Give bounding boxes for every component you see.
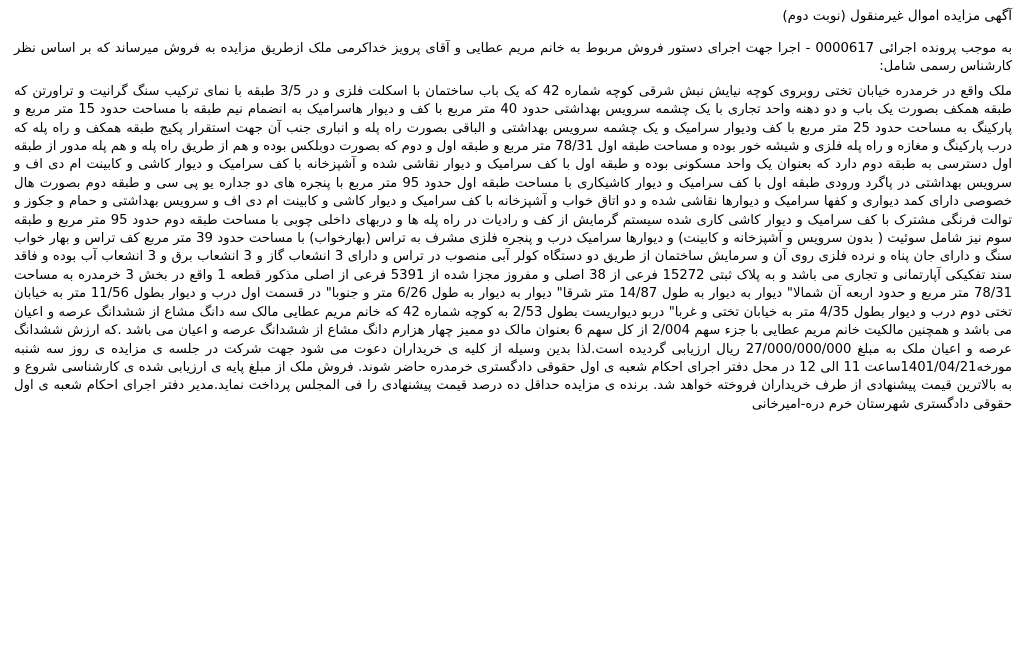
notice-body-paragraph: ملک واقع در خرمدره خیابان تختی روبروی کوچه نیایش نبش شرقی کوچه شماره 42 که یک باب ساختمان با اسکلت فلزی و در 3/5 طبقه با نمای ترکیب سنگ گرانیت و تراورتن که طبقه همکف بصورت یک باب و دو دهنه واحد تجاری با یک چشمه سرویس بهداشتی حدود 40 متر مربع با کف و دیوار هاسرامیک به انضمام نیم طبقه با مساحت حدود 15 متر مربع و پارکینگ به مساحت حدود 25 متر مربع با کف ودیوار سرامیک و یک چشمه سرویس بهداشتی و الباقی بصورت راه پله و انباری جنب آن جهت استقرار پکیج طبقه همکف و راه پله که درب پارکینگ و مغازه و راه پله فلزی و شیشه خور بوده و مساحت طبقه اول 78/31 متر مربع و طبقه اول و دوم که بصورت دوبلکس بوده و هم از طریق راه پله و هم پله مدور از طبقه اول دسترسی به طبقه دوم دارد که بعنوان یک واحد مسکونی بوده و طبقه اول با کف سرامیک و دیوار نقاشی شده و آشپزخانه با کف سرامیک و دیوار کاشی و کابینت ام دی اف و سرویس بهداشتی در پاگرد ورودی طبقه اول با کف سرامیک و دیوار کاشیکاری با مساحت طبقه اول حدود 95 متر مربع با پنجره های دو جداره یو پی سی و طبقه دوم بصورت هال خصوصی دارای کمد دیواری و کفها سرامیک و دیوارها نقاشی شده و دو اتاق خواب و آشپزخانه با کف سرامیک و دیوار کاشی و کابینت ام دی اف و سرویس بهداشتی و حمام و جکوز و توالت فرنگی مشترک با کف سرامیک و دیوار کاشی کاری شده سیستم گرمایش از کف و رادیات در راه پله ها و دربهای داخلی چوبی با مساحت طبقه دوم حدود 95 متر مربع و طبقه سوم نیز شامل سوئیت ( بدون سرویس و آشپزخانه و کابینت) و دیوارها سرامیک درب و پنجره فلزی مشرف به تراس (بهارخواب) با مساحت حدود 39 متر مربع کف تراس و بهار خواب سنگ و دارای جان پناه و نرده فلزی روی آن و سرمایش ساختمان از طریق دو دستگاه کولر آبی منصوب در تراس و دارای 3 انشعاب گاز و 3 انشعاب برق و 3 انشعاب آب بوده و فاقد سند تفکیکی آپارتمانی و تجاری می باشد و به پلاک ثبتی 15272 فرعی از 38 اصلی و مفروز مجزا شده از 5391 فرعی از اصلی مذکور قطعه 1 واقع در بخش 3 خرمدره به مساحت 78/31 متر مربع و حدود اربعه آن شمالا" دیوار به دیوار به طول 14/87 متر شرقا" دیوار به دیوار به طول 6/26 متر و جنوبا" در قسمت اول درب و دیوار بطول 11/56 متر به خیابان تختی دوم درب و دیوار بطول 4/35 متر به خیابان تختی و غربا" دربو دیواریست بطول 2/53 به کوچه شماره 42 که خانم مریم عطایی مالک سه دانگ مشاع از ششدانگ عرصه و اعیان می باشد و همچنین مالکیت خانم مریم عطایی با جزء سهم 2/004 از کل سهم 6 بعنوان مالک دو ممیز چهار هزارم دانگ مشاع از ششدانگ عرصه و اعیان می باشد .که ارزش ششدانگ عرصه و اعیان ملک به مبلغ 27/000/000/000 ریال ارزیابی گردیده است.لذا بدین وسیله از کلیه ی خریداران دعوت می شود جهت شرکت در جلسه ی مزایده ی روز سه شنبه مورخه1401/04/21ساعت 11 الی 12 در محل دفتر اجرای احکام شعبه ی اول حقوقی دادگستری خرمدره حاضر شوند. فروش ملک از مبلغ پایه ی ارزیابی شده ی کارشناسی شروع و به بالاترین قیمت پیشنهادی از طرف خریداران فروخته خواهد شد. برنده ی مزایده حداقل ده درصد قیمت پیشنهادی را فی المجلس پرداخت نماید.مدیر دفتر اجرای احکام شعبه ی اول حقوقی دادگستری شهرستان خرم دره-امیرخانی <box>14 83 1013 412</box>
notice-title: آگهی مزایده اموال غیرمنقول (نوبت دوم) <box>782 8 1012 24</box>
notice-intro-paragraph: به موجب پرونده اجرائی 0000617 - اجرا جهت اجرای دستور فروش مربوط به خانم مریم عطایی و آقای پرویز خداکرمی ملک ازطریق مزایده به فروش میرساند که بر اساس نظر کارشناس رسمی شامل: <box>14 41 1012 75</box>
